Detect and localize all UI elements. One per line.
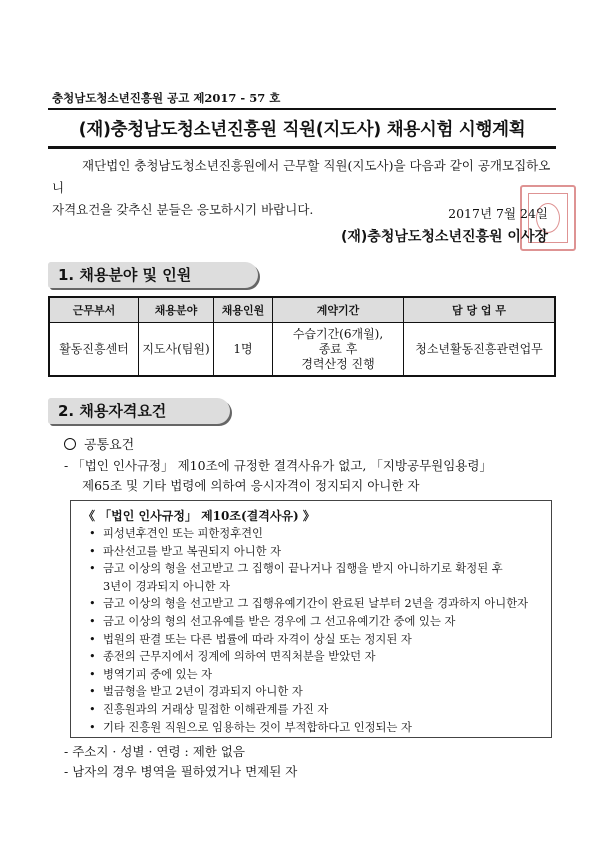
cell-period	[273, 323, 404, 377]
col-header-period: 계약기간	[273, 297, 404, 323]
col-header-dept: 근무부서	[49, 297, 139, 323]
circle-bullet-icon	[64, 438, 76, 450]
cell-count: 1명	[214, 323, 273, 377]
cell-period-line-3: 경력산정 진행	[301, 356, 375, 371]
title-rule-bottom	[48, 146, 556, 149]
list-item: • 금고 이상의 형을 선고받고 그 집행이 끝나거나 집행을 받지 아니하기로 확정된 후	[89, 560, 549, 578]
common-requirements-heading	[64, 434, 134, 453]
list-item: • 기타 진흥원 직원으로 임용하는 것이 부적합하다고 인정되는 자	[89, 719, 549, 737]
page-title: (재)충청남도청소년진흥원 직원(지도사) 채용시험 시행계획	[78, 120, 526, 140]
notice-number: 충청남도청소년진흥원 공고 제2017 - 57 호	[52, 91, 281, 105]
requirement-1-line-2: 제65조 및 기타 법령에 의하여 응시자격이 정지되지 아니한 자	[82, 478, 420, 493]
col-header-duty: 담 당 업 무	[404, 297, 556, 323]
cell-period-line-1: 수습기간(6개월),	[292, 326, 384, 341]
requirement-1-line-1: - 「법인 인사규정」 제10조에 규정한 결격사유가 없고, 「지방공무원임용령」	[64, 458, 492, 473]
signature: (재)충청남도청소년진흥원 이사장	[340, 229, 548, 245]
list-item: • 벌금형을 받고 2년이 경과되지 아니한 자	[89, 683, 549, 701]
table-row	[49, 323, 555, 377]
list-item: • 피성년후견인 또는 피한정후견인	[89, 525, 549, 543]
box-title: 《 「법인 인사규정」 제10조(결격사유) 》	[83, 509, 315, 523]
cell-field: 지도사(팀원)	[139, 323, 214, 377]
cell-dept: 활동진흥센터	[49, 323, 139, 377]
section-heading-1: 1. 채용분야 및 인원	[48, 262, 258, 288]
notice-date: 2017년 7월 24일	[448, 206, 548, 221]
list-item: • 병역기피 중에 있는 자	[89, 666, 549, 684]
list-item: • 법원의 판결 또는 다른 법률에 따라 자격이 상실 또는 정지된 자	[89, 631, 549, 649]
col-header-count: 채용인원	[214, 297, 273, 323]
intro-line-1: 재단법인 충청남도청소년진흥원에서 근무할 직원(지도사)을 다음과 같이 공개모집하오니	[52, 158, 551, 195]
list-item-continuation: 3년이 경과되지 아니한 자	[103, 579, 231, 593]
section-heading-2: 2. 채용자격요건	[48, 398, 230, 424]
intro-line-2: 자격요건을 갖추신 분들은 응모하시기 바랍니다.	[52, 202, 314, 217]
recruit-table	[48, 296, 556, 377]
disqualification-box	[70, 500, 552, 738]
cell-period-line-2: 종료 후	[318, 341, 358, 356]
table-header-row	[49, 297, 555, 323]
list-item: • 진흥원과의 거래상 밀접한 이해관계를 가진 자	[89, 701, 549, 719]
requirement-2: - 주소지 · 성별 · 연령 : 제한 없음	[64, 744, 245, 759]
list-item: • 종전의 근무지에서 징계에 의하여 면직처분을 받았던 자	[89, 648, 549, 666]
title-block	[48, 108, 556, 149]
list-item: • 파산선고를 받고 복권되지 아니한 자	[89, 543, 549, 561]
list-item: • 금고 이상의 형을 선고받고 그 집행유예기간이 완료된 날부터 2년을 경과하지 아니한자	[89, 595, 549, 613]
disqualification-list	[89, 525, 549, 736]
col-header-field: 채용분야	[139, 297, 214, 323]
requirement-1	[64, 456, 544, 496]
cell-duty: 청소년활동진흥관련업무	[404, 323, 556, 377]
common-title: 공통요건	[84, 438, 135, 453]
requirement-3: - 남자의 경우 병역을 필하였거나 면제된 자	[64, 764, 298, 779]
list-item: • 금고 이상의 형의 선고유예를 받은 경우에 그 선고유예기간 중에 있는 자	[89, 613, 549, 631]
